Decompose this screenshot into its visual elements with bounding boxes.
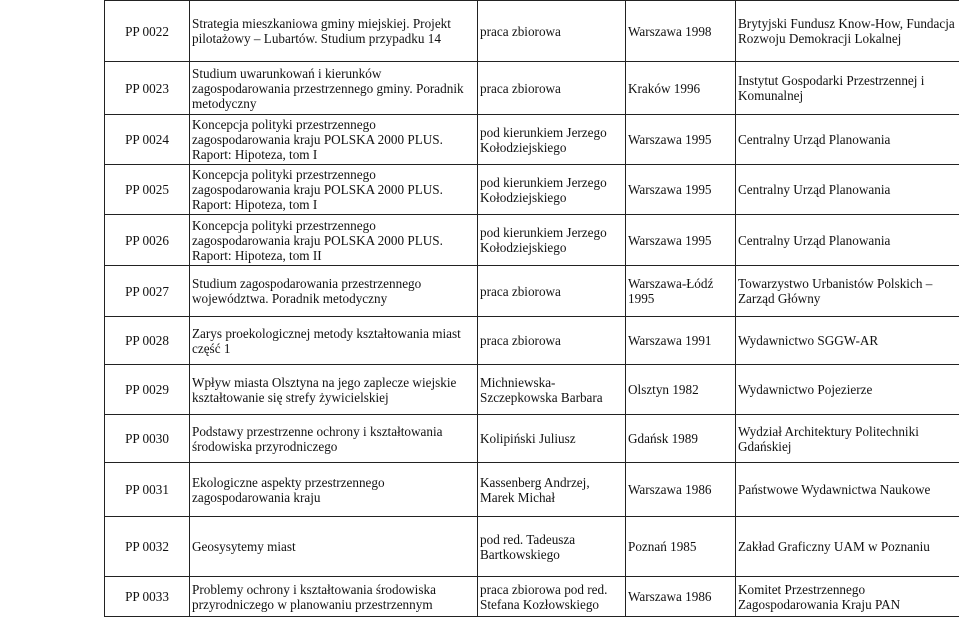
cell-title: Geosysytemy miast bbox=[190, 517, 478, 577]
cell-publisher: Towarzystwo Urbanistów Polskich – Zarząd Główny bbox=[736, 266, 959, 317]
cell-publisher: Zakład Graficzny UAM w Poznaniu bbox=[736, 517, 959, 577]
cell-author: praca zbiorowa bbox=[478, 266, 626, 317]
cell-catalog-id: PP 0029 bbox=[105, 365, 190, 415]
cell-author: Michniewska-Szczepkowska Barbara bbox=[478, 365, 626, 415]
cell-title: Podstawy przestrzenne ochrony i kształtowania środowiska przyrodniczego bbox=[190, 415, 478, 463]
table-row bbox=[105, 463, 959, 517]
table-body bbox=[105, 1, 959, 617]
cell-place-year: Gdańsk 1989 bbox=[626, 415, 736, 463]
cell-publisher: Centralny Urząd Planowania bbox=[736, 215, 959, 266]
table-row bbox=[105, 215, 959, 266]
cell-catalog-id: PP 0025 bbox=[105, 165, 190, 215]
cell-place-year: Warszawa 1995 bbox=[626, 215, 736, 266]
cell-author: praca zbiorowa bbox=[478, 1, 626, 62]
cell-place-year: Warszawa-Łódź 1995 bbox=[626, 266, 736, 317]
table-row bbox=[105, 62, 959, 115]
table-row bbox=[105, 415, 959, 463]
cell-place-year: Warszawa 1998 bbox=[626, 1, 736, 62]
table-row bbox=[105, 115, 959, 165]
cell-title: Koncepcja polityki przestrzennego zagospodarowania kraju POLSKA 2000 PLUS. Raport: Hipoteza, tom I bbox=[190, 165, 478, 215]
cell-author: praca zbiorowa bbox=[478, 317, 626, 365]
cell-author: pod kierunkiem Jerzego Kołodziejskiego bbox=[478, 215, 626, 266]
page-margin bbox=[0, 0, 104, 616]
table-row bbox=[105, 1, 959, 62]
cell-title: Wpływ miasta Olsztyna na jego zaplecze wiejskie kształtowanie się strefy żywicielskiej bbox=[190, 365, 478, 415]
cell-publisher: Instytut Gospodarki Przestrzennej i Komunalnej bbox=[736, 62, 959, 115]
cell-author: pod kierunkiem Jerzego Kołodziejskiego bbox=[478, 115, 626, 165]
table-row bbox=[105, 365, 959, 415]
cell-catalog-id: PP 0032 bbox=[105, 517, 190, 577]
cell-publisher: Wydawnictwo SGGW-AR bbox=[736, 317, 959, 365]
cell-catalog-id: PP 0030 bbox=[105, 415, 190, 463]
cell-title: Strategia mieszkaniowa gminy miejskiej. Projekt pilotażowy – Lubartów. Studium przypadku 14 bbox=[190, 1, 478, 62]
cell-publisher: Wydawnictwo Pojezierze bbox=[736, 365, 959, 415]
cell-author: Kassenberg Andrzej, Marek Michał bbox=[478, 463, 626, 517]
cell-place-year: Warszawa 1986 bbox=[626, 463, 736, 517]
cell-title: Koncepcja polityki przestrzennego zagospodarowania kraju POLSKA 2000 PLUS. Raport: Hipoteza, tom II bbox=[190, 215, 478, 266]
table-row bbox=[105, 266, 959, 317]
cell-title: Zarys proekologicznej metody kształtowania miast część 1 bbox=[190, 317, 478, 365]
cell-author: praca zbiorowa bbox=[478, 62, 626, 115]
cell-publisher: Centralny Urząd Planowania bbox=[736, 165, 959, 215]
cell-author: praca zbiorowa pod red. Stefana Kozłowskiego bbox=[478, 577, 626, 617]
cell-author: pod kierunkiem Jerzego Kołodziejskiego bbox=[478, 165, 626, 215]
cell-title: Studium uwarunkowań i kierunków zagospodarowania przestrzennego gminy. Poradnik metodyczny bbox=[190, 62, 478, 115]
cell-place-year: Poznań 1985 bbox=[626, 517, 736, 577]
cell-publisher: Brytyjski Fundusz Know-How, Fundacja Rozwoju Demokracji Lokalnej bbox=[736, 1, 959, 62]
cell-catalog-id: PP 0027 bbox=[105, 266, 190, 317]
cell-catalog-id: PP 0022 bbox=[105, 1, 190, 62]
cell-publisher: Wydział Architektury Politechniki Gdańskiej bbox=[736, 415, 959, 463]
cell-publisher: Państwowe Wydawnictwa Naukowe bbox=[736, 463, 959, 517]
cell-place-year: Warszawa 1995 bbox=[626, 165, 736, 215]
cell-place-year: Kraków 1996 bbox=[626, 62, 736, 115]
cell-publisher: Komitet Przestrzennego Zagospodarowania Kraju PAN bbox=[736, 577, 959, 617]
cell-place-year: Olsztyn 1982 bbox=[626, 365, 736, 415]
cell-catalog-id: PP 0023 bbox=[105, 62, 190, 115]
table-row bbox=[105, 517, 959, 577]
cell-publisher: Centralny Urząd Planowania bbox=[736, 115, 959, 165]
cell-catalog-id: PP 0031 bbox=[105, 463, 190, 517]
cell-author: pod red. Tadeusza Bartkowskiego bbox=[478, 517, 626, 577]
cell-place-year: Warszawa 1986 bbox=[626, 577, 736, 617]
cell-title: Studium zagospodarowania przestrzennego województwa. Poradnik metodyczny bbox=[190, 266, 478, 317]
cell-title: Koncepcja polityki przestrzennego zagospodarowania kraju POLSKA 2000 PLUS. Raport: Hipoteza, tom I bbox=[190, 115, 478, 165]
cell-title: Ekologiczne aspekty przestrzennego zagospodarowania kraju bbox=[190, 463, 478, 517]
bibliography-table bbox=[104, 0, 959, 617]
cell-title: Problemy ochrony i kształtowania środowiska przyrodniczego w planowaniu przestrzennym bbox=[190, 577, 478, 617]
cell-catalog-id: PP 0033 bbox=[105, 577, 190, 617]
table-row bbox=[105, 577, 959, 617]
cell-catalog-id: PP 0026 bbox=[105, 215, 190, 266]
table-row bbox=[105, 165, 959, 215]
cell-author: Kolipiński Juliusz bbox=[478, 415, 626, 463]
cell-place-year: Warszawa 1991 bbox=[626, 317, 736, 365]
table-row bbox=[105, 317, 959, 365]
cell-catalog-id: PP 0028 bbox=[105, 317, 190, 365]
cell-catalog-id: PP 0024 bbox=[105, 115, 190, 165]
cell-place-year: Warszawa 1995 bbox=[626, 115, 736, 165]
